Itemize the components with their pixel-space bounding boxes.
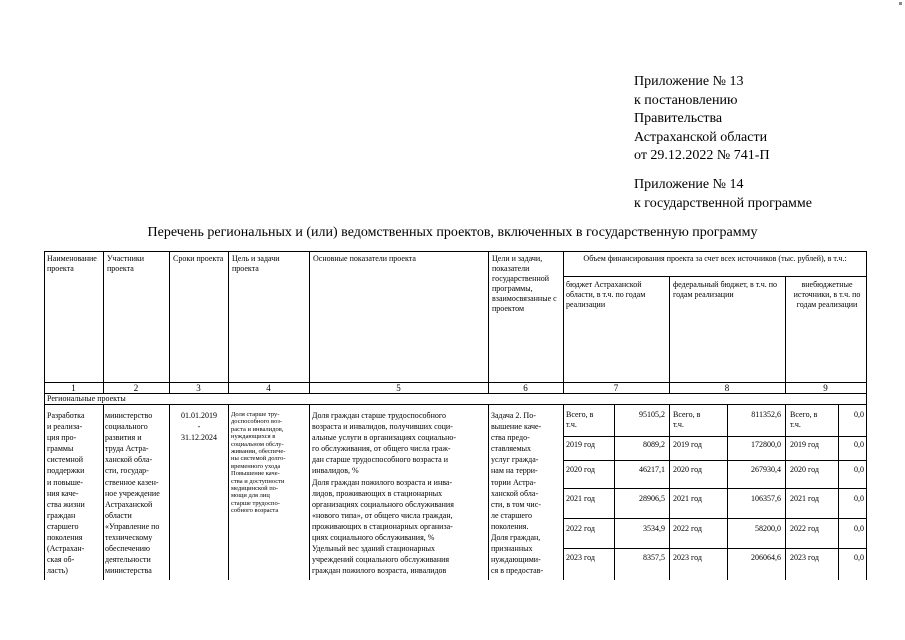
program-goal-line: тории Астра- — [491, 477, 536, 487]
funding-year-label — [790, 465, 819, 475]
table-rule — [727, 404, 728, 580]
funding-year-label-line: 2022 год — [790, 524, 819, 533]
funding-value-federal: 267930,4 — [751, 465, 781, 474]
program-goal-line: Задача 2. По- — [491, 411, 536, 420]
funding-year-label — [790, 410, 817, 430]
funding-year-label — [790, 524, 819, 534]
cell-indicators — [312, 410, 488, 576]
funding-year-label — [566, 553, 595, 563]
funding-year-label — [673, 465, 702, 475]
end-date: 31.12.2024 — [181, 433, 217, 442]
participant-line: труда Астра- — [105, 444, 149, 454]
cell-participants — [105, 410, 169, 576]
funding-value-federal: 106357,6 — [751, 494, 781, 503]
table-rule — [103, 251, 104, 393]
goal-line: ны системой долго- — [231, 455, 286, 463]
indicator-line: инвалидов, % — [312, 466, 359, 476]
participant-line: сти, государ- — [105, 466, 149, 476]
program-goal-line: поколения. — [491, 521, 529, 531]
table-rule — [44, 404, 867, 405]
participant-line: министерства — [105, 566, 152, 576]
funding-value-extra: 0,0 — [854, 553, 864, 562]
column-number: 5 — [396, 383, 401, 393]
funding-year-label — [673, 440, 702, 450]
funding-value-regional: 95105,2 — [639, 410, 665, 419]
participant-line: ственное казен- — [105, 477, 159, 487]
indicator-line: проживающих в стационарных организа- — [312, 521, 453, 531]
date-dash: - — [197, 422, 201, 431]
indicator-line: возраста и инвалидов, получивших соци- — [312, 422, 453, 432]
project-name-line: поколения — [47, 533, 83, 543]
funding-value-regional: 3534,9 — [643, 524, 665, 533]
table-rule — [563, 518, 867, 519]
project-name-line: старшего — [47, 521, 79, 531]
program-goal-line: Доля граждан, — [491, 533, 541, 543]
indicator-line: Удельный вес зданий стационарных — [312, 544, 435, 554]
column-number: 9 — [823, 383, 828, 393]
indicator-line: го обслуживания, от общего числа граж- — [312, 444, 451, 454]
start-date: 01.01.2019 — [181, 411, 217, 420]
column-number: 4 — [266, 383, 271, 393]
program-goal-line: признанных — [491, 544, 533, 554]
goal-line: старше трудоспо- — [231, 499, 280, 507]
header-budget-regional: бюджет Астраханской области, в т.ч. по годам реализации — [566, 280, 646, 309]
table-rule — [563, 460, 867, 461]
participant-line: техническому — [105, 533, 153, 543]
indicator-line: граждан пожилого возраста, инвалидов — [312, 566, 447, 576]
funding-value-regional: 46217,1 — [639, 465, 665, 474]
project-name-line: ства жизни — [47, 499, 85, 509]
program-goal-line: ханской обла- — [491, 488, 539, 498]
header-indicators: Основные показатели проекта — [313, 254, 416, 263]
goal-line: ства и доступности — [231, 477, 285, 485]
column-number: 6 — [523, 383, 528, 393]
indicator-line: «нового типа», от общего числа граждан, — [312, 510, 453, 520]
funding-year-label-line: 2020 год — [673, 465, 702, 474]
goal-line: временного ухода — [231, 462, 281, 470]
participant-line: Астраханской — [105, 499, 153, 509]
funding-year-label-line: 2019 год — [566, 440, 595, 449]
goal-line: Доля старше тру- — [231, 411, 280, 418]
annex-13-block — [634, 73, 770, 166]
participant-line: деятельности — [105, 555, 151, 565]
goal-line: собного возраста — [231, 507, 279, 515]
table-rule — [614, 404, 615, 580]
funding-value-regional: 8089,2 — [643, 440, 665, 449]
project-name-line: поддержки — [47, 466, 85, 476]
participant-line: социального — [105, 422, 148, 432]
program-goal-line: вышение каче- — [491, 422, 542, 432]
participant-line: «Управление по — [105, 521, 160, 531]
goal-line: живании, обеспече- — [231, 448, 286, 456]
table-rule — [309, 251, 310, 393]
header-goal: Цель и задачи проекта — [232, 254, 280, 273]
program-goal-line: ся в предостав- — [491, 566, 544, 576]
program-goal-line: ле старшего — [491, 510, 533, 520]
table-rule — [103, 404, 104, 580]
project-name-line: ласть) — [47, 566, 68, 576]
funding-year-label-line: Всего, в — [790, 410, 818, 419]
table-rule — [785, 276, 786, 393]
table-rule — [563, 436, 867, 437]
annex-14-block — [634, 176, 812, 213]
column-number: 3 — [196, 383, 201, 393]
funding-year-label-line: Всего, в — [566, 410, 594, 419]
funding-value-extra: 0,0 — [854, 410, 864, 419]
annex-line: к государственной программе — [634, 195, 812, 211]
goal-line: доспособного воз- — [231, 418, 283, 426]
funding-year-label — [566, 440, 595, 450]
program-goal-line: нуждающими- — [491, 555, 541, 565]
funding-year-label-line: 2021 год — [790, 494, 819, 503]
program-goal-line: ставляемых — [491, 444, 532, 454]
indicator-line: лидов, проживающих в стационарных — [312, 488, 443, 498]
indicator-line: организациях социального обслуживания — [312, 499, 454, 509]
table-rule — [838, 404, 839, 580]
funding-year-label-line: 2020 год — [566, 465, 595, 474]
program-goal-line: нам на терри- — [491, 466, 538, 476]
document-title: Перечень региональных и (или) ведомственных проектов, включенных в государственную программу — [147, 225, 758, 240]
table-rule — [44, 251, 45, 580]
table-rule — [44, 251, 867, 252]
participant-line: развития и — [105, 433, 142, 443]
table-rule — [169, 404, 170, 580]
table-rule — [44, 393, 867, 394]
funding-year-label — [673, 553, 702, 563]
cell-program-goals — [491, 410, 562, 576]
column-number: 8 — [724, 383, 730, 393]
participant-line: ханской обла- — [105, 455, 153, 465]
funding-year-label — [566, 494, 595, 504]
annex-line: к постановлению — [634, 92, 738, 108]
project-name-line: ния каче- — [47, 488, 79, 498]
table-rule — [228, 404, 229, 580]
goal-line: социальном обслу- — [231, 440, 284, 448]
header-participants: Участники проекта — [107, 254, 145, 273]
funding-year-label — [566, 410, 593, 430]
funding-year-label — [673, 494, 702, 504]
funding-year-label-line: т.ч. — [673, 420, 684, 429]
annex-line: от 29.12.2022 № 741-П — [634, 148, 770, 163]
section-label: Региональные проекты — [47, 394, 126, 403]
header-project-name: Наименование проекта — [47, 254, 97, 273]
table-rule — [228, 251, 229, 393]
funding-year-label — [790, 440, 819, 450]
table-rule — [785, 404, 786, 580]
table-rule — [563, 276, 867, 277]
header-budget-extra: внебюджетные источники, в т.ч. по годам реализации — [793, 280, 861, 309]
header-terms: Сроки проекта — [173, 254, 224, 263]
annex-line: Астраханской области — [634, 129, 768, 145]
funding-year-label-line: т.ч. — [790, 420, 801, 429]
project-name-line: граммы — [47, 444, 74, 454]
table-rule — [309, 404, 310, 580]
funding-year-label-line: 2022 год — [673, 524, 702, 533]
table-rule — [169, 251, 170, 393]
funding-value-extra: 0,0 — [854, 465, 864, 474]
annex-line: Правительства — [634, 111, 723, 126]
program-goal-line: ства предо- — [491, 433, 530, 443]
funding-year-label-line: 2023 год — [566, 553, 595, 562]
indicator-line: Доля граждан старше трудоспособного — [312, 411, 446, 420]
funding-value-extra: 0,0 — [854, 524, 864, 533]
funding-year-label-line: 2019 год — [673, 440, 702, 449]
program-goal-line: сти, в том чис- — [491, 499, 541, 509]
funding-year-label — [673, 410, 700, 430]
funding-value-federal: 811352,6 — [751, 410, 781, 419]
header-program-goals: Цели и задачи, показатели государственной программы, взаимосвязанные с проектом — [492, 254, 557, 313]
column-number: 1 — [71, 383, 76, 393]
goal-line: раста и инвалидов, — [231, 425, 284, 433]
participant-line: обеспечению — [105, 544, 151, 554]
indicator-line: дан старше трудоспособного возраста и — [312, 455, 448, 465]
funding-year-label-line: Всего, в — [673, 410, 701, 419]
goal-line: Повышение каче- — [231, 470, 280, 478]
project-name-line: граждан — [47, 510, 76, 520]
indicator-line: Доля граждан пожилого возраста и инва- — [312, 477, 453, 487]
funding-year-label-line: 2023 год — [790, 553, 819, 562]
funding-year-label-line: 2019 год — [790, 440, 819, 449]
participant-line: области — [105, 510, 132, 520]
funding-year-label — [566, 524, 595, 534]
funding-year-label — [790, 494, 819, 504]
program-goal-line: услуг гражда- — [491, 455, 539, 465]
funding-year-label-line: 2022 год — [566, 524, 595, 533]
goal-line: медицинской по- — [231, 485, 279, 493]
funding-year-label — [566, 465, 595, 475]
indicator-line: альные услуги в организациях социально- — [312, 433, 457, 443]
funding-year-label-line: 2020 год — [790, 465, 819, 474]
table-rule — [866, 251, 867, 580]
funding-value-regional: 28906,5 — [639, 494, 665, 503]
column-number: 2 — [133, 383, 139, 393]
goal-line: нуждающихся в — [231, 433, 276, 441]
funding-value-regional: 8357,5 — [643, 553, 665, 562]
funding-value-federal: 58200,0 — [755, 524, 781, 533]
funding-value-extra: 0,0 — [854, 494, 864, 503]
table-rule — [669, 276, 670, 393]
header-financing: Объем финансирования проекта за счет всех источников (тыс. рублей), в т.ч.: — [583, 254, 847, 263]
project-name-line: ская об- — [47, 555, 75, 565]
table-rule — [488, 251, 489, 393]
scan-mark — [899, 2, 902, 5]
table-rule — [563, 251, 564, 393]
funding-value-extra: 0,0 — [854, 440, 864, 449]
table-rule — [669, 404, 670, 580]
participant-line: министерство — [105, 411, 153, 420]
indicator-line: циях социального обслуживания, % — [312, 533, 435, 543]
project-name-line: (Астрахан- — [47, 544, 85, 554]
table-rule — [563, 404, 564, 580]
project-name-line: и повыше- — [47, 477, 84, 487]
project-name-line: ция про- — [47, 433, 77, 443]
cell-goal — [231, 411, 308, 515]
table-rule — [563, 488, 867, 489]
funding-year-label-line: 2023 год — [673, 553, 702, 562]
table-rule — [563, 548, 867, 549]
funding-year-label — [790, 553, 819, 563]
project-name-line: и реализа- — [47, 422, 83, 432]
funding-year-label — [673, 524, 702, 534]
participant-line: ное учреждение — [105, 488, 160, 498]
funding-year-label-line: 2021 год — [566, 494, 595, 503]
annex-line: Приложение № 13 — [634, 74, 744, 89]
funding-value-federal: 206064,6 — [751, 553, 781, 562]
project-name-line: Разработка — [47, 411, 85, 420]
cell-terms — [171, 410, 227, 443]
funding-year-label-line: т.ч. — [566, 420, 577, 429]
goal-line: мощи для лиц — [231, 492, 270, 500]
indicator-line: учреждений социального обслуживания — [312, 555, 450, 565]
column-number: 7 — [613, 383, 619, 393]
funding-year-label-line: 2021 год — [673, 494, 702, 503]
funding-value-federal: 172800,0 — [751, 440, 781, 449]
header-budget-federal: федеральный бюджет, в т.ч. по годам реализации — [673, 280, 778, 299]
cell-project-name — [47, 410, 103, 576]
project-name-line: системной — [47, 455, 84, 465]
annex-line: Приложение № 14 — [634, 177, 744, 192]
table-rule — [488, 404, 489, 580]
